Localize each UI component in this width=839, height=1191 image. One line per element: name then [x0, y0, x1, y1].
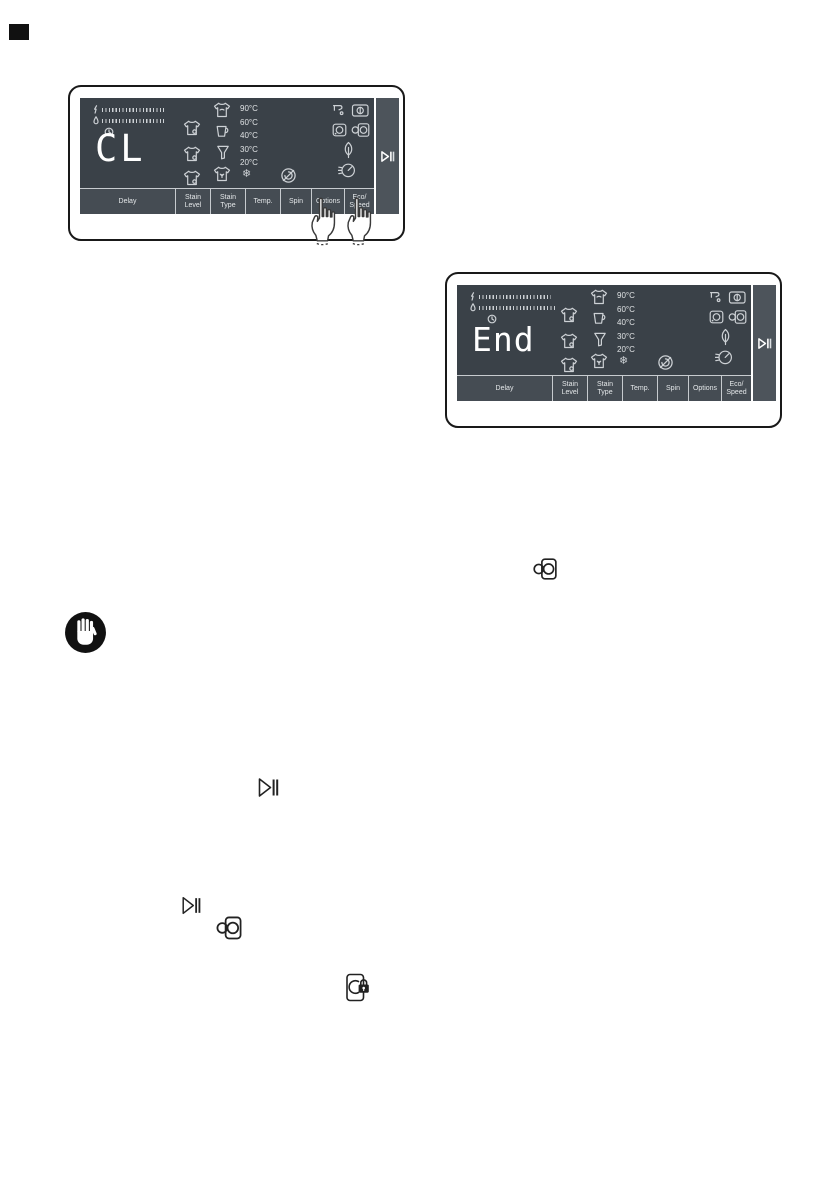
- stain-type-shirt-icon: [213, 102, 231, 118]
- temp-90: 90°C: [617, 291, 635, 300]
- page-corner-mark: [9, 24, 29, 40]
- spin-button[interactable]: Spin: [657, 376, 688, 401]
- door-indicator-icon: [728, 291, 747, 304]
- temp-40: 40°C: [617, 318, 635, 328]
- start-pause-icon: [757, 337, 772, 350]
- start-pause-button[interactable]: [376, 98, 399, 214]
- temp-30: 30°C: [240, 144, 258, 154]
- start-pause-icon: [256, 776, 280, 799]
- speed-progress-bar: [470, 292, 551, 301]
- stain-level-shirt-icon: [560, 357, 578, 373]
- stain-level-shirt-icon: [183, 120, 201, 136]
- pointing-hand-icon: [342, 195, 378, 247]
- delay-button[interactable]: Delay: [457, 376, 552, 401]
- temp-40: 40°C: [240, 131, 258, 141]
- water-progress-bar: [470, 303, 557, 312]
- water-progress-bar: [93, 116, 164, 125]
- eco-leaf-icon: [719, 328, 732, 346]
- add-laundry-icon: [531, 555, 560, 584]
- speed-progress-bar: [93, 105, 164, 114]
- temperature-list: [617, 289, 635, 357]
- control-panel-child-lock: [68, 85, 405, 241]
- stain-level-shirt-icon: [560, 307, 578, 323]
- seven-segment-readout: CL: [95, 127, 146, 170]
- pointing-hand-icon: [306, 195, 342, 247]
- door-lock-icon: [343, 972, 373, 1004]
- no-spin-icon: [280, 167, 297, 184]
- grass-stain-shirt-icon: [213, 166, 231, 182]
- temp-20: 20°C: [617, 345, 635, 355]
- stain-level-shirt-icon: [183, 170, 201, 186]
- speed-arrow-icon: [470, 292, 476, 301]
- speed-arrow-icon: [93, 105, 99, 114]
- cup-icon: [214, 124, 230, 139]
- funnel-icon: [216, 145, 230, 160]
- stain-type-shirt-icon: [590, 289, 608, 305]
- temperature-list: [240, 102, 258, 170]
- options-button[interactable]: Options: [688, 376, 721, 401]
- tap-water-icon: [708, 290, 723, 305]
- stain-level-shirt-icon: [183, 146, 201, 162]
- drum-clean-icon: [709, 310, 724, 324]
- speed-dial-icon: [338, 162, 356, 179]
- temp-30: 30°C: [617, 331, 635, 341]
- water-drop-icon: [93, 116, 99, 125]
- stain-type-button[interactable]: Stain Type: [587, 376, 622, 401]
- temp-button[interactable]: Temp.: [622, 376, 657, 401]
- snowflake-icon: ❄: [619, 355, 629, 367]
- add-laundry-icon: [214, 913, 245, 944]
- temp-60: 60°C: [617, 304, 635, 314]
- start-pause-button[interactable]: [753, 285, 776, 401]
- eco-leaf-icon: [342, 141, 355, 159]
- stain-level-shirt-icon: [560, 333, 578, 349]
- funnel-icon: [593, 332, 607, 347]
- water-drop-icon: [470, 303, 476, 312]
- delay-button[interactable]: Delay: [80, 189, 175, 214]
- button-row: [457, 375, 751, 401]
- drum-clean-icon: [332, 123, 347, 137]
- temp-20: 20°C: [240, 158, 258, 168]
- grass-stain-shirt-icon: [590, 353, 608, 369]
- temp-60: 60°C: [240, 117, 258, 127]
- eco-speed-button[interactable]: Eco/ Speed: [721, 376, 751, 401]
- snowflake-icon: ❄: [242, 168, 252, 180]
- no-spin-icon: [657, 354, 674, 371]
- options-button[interactable]: Options: [311, 189, 344, 214]
- seven-segment-readout: End: [472, 320, 535, 359]
- eco-speed-button[interactable]: Eco/ Speed: [344, 189, 374, 214]
- display-area: [457, 285, 751, 401]
- add-laundry-icon: [728, 310, 747, 324]
- control-panel-end: [445, 272, 782, 428]
- spin-button[interactable]: Spin: [280, 189, 311, 214]
- cup-icon: [591, 311, 607, 326]
- add-laundry-icon: [351, 123, 370, 137]
- temp-button[interactable]: Temp.: [245, 189, 280, 214]
- temp-90: 90°C: [240, 104, 258, 113]
- stain-level-button[interactable]: Stain Level: [175, 189, 210, 214]
- tap-water-icon: [331, 103, 346, 118]
- start-pause-icon: [180, 895, 202, 916]
- speed-dial-icon: [715, 349, 733, 366]
- door-indicator-icon: [351, 104, 370, 117]
- warning-hand-icon: [63, 610, 108, 655]
- start-pause-icon: [380, 150, 395, 163]
- stain-level-button[interactable]: Stain Level: [552, 376, 587, 401]
- stain-type-button[interactable]: Stain Type: [210, 189, 245, 214]
